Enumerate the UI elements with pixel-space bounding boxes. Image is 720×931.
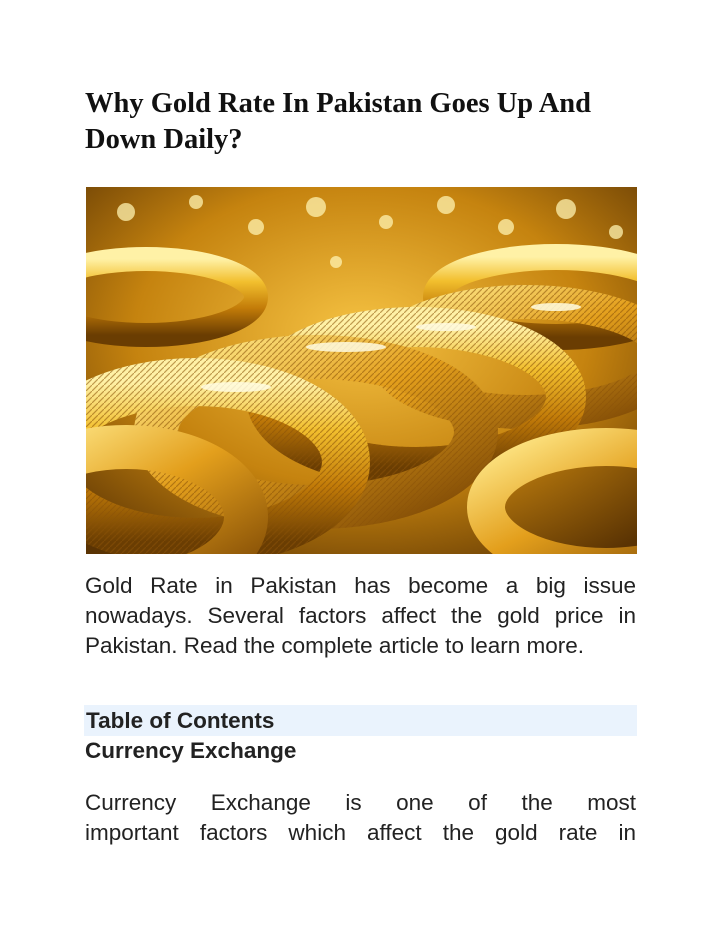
article-title: Why Gold Rate In Pakistan Goes Up And Down Daily? [85, 88, 591, 155]
section-text-line-1: Currency Exchange is one of the most [85, 790, 636, 815]
section-text-line-2: important factors which affect the gold rate in [85, 820, 636, 845]
gold-bangles-photo-icon [86, 187, 637, 554]
gold-bangles-image [86, 187, 637, 554]
article-intro: Gold Rate in Pakistan has become a big issue nowadays. Several factors affect the gold price in Pakistan. Read the complete article to learn more. [85, 573, 636, 658]
toc-title[interactable]: Table of Contents [86, 708, 275, 733]
section-text [85, 788, 636, 848]
table-of-contents[interactable] [84, 705, 637, 736]
section-heading: Currency Exchange [85, 738, 297, 763]
